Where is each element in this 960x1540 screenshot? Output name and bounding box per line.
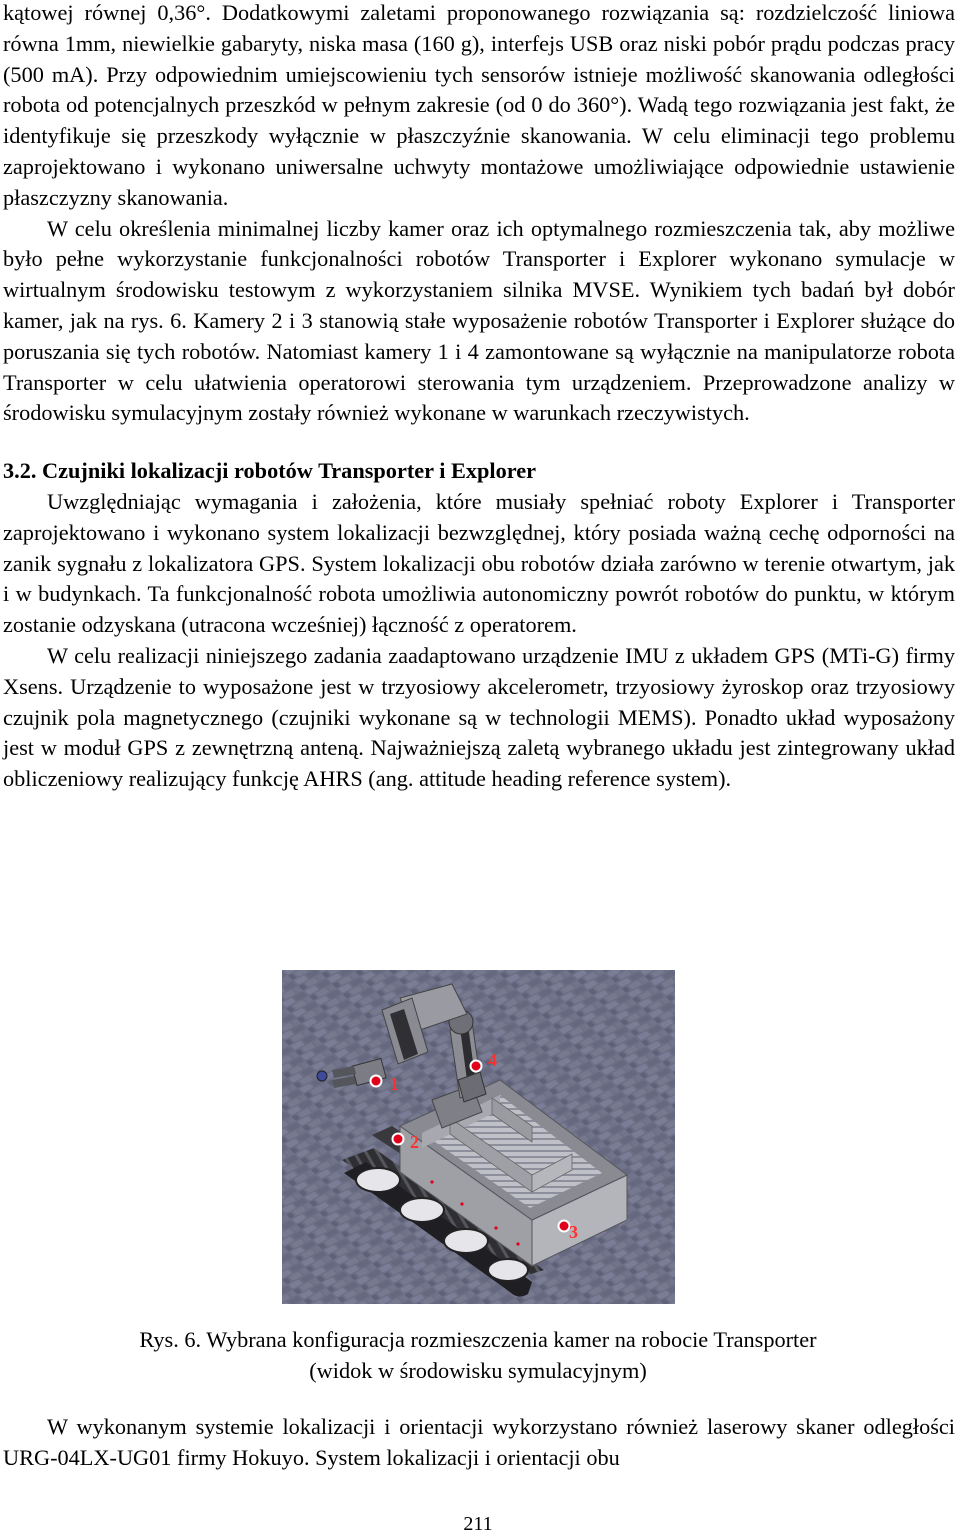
caption-line-1: Rys. 6. Wybrana konfiguracja rozmieszczenia kamer na robocie Transporter [139, 1327, 817, 1352]
figure-caption [0, 1325, 956, 1387]
camera-marker-4 [471, 1061, 482, 1072]
page-body [3, 0, 955, 795]
paragraph-laser-scanner: kątowej równej 0,36°. Dodatkowymi zaletami proponowanego rozwiązania są: rozdzielczość liniowa równa 1mm, niewielkie gabaryty, niska masa (160 g), interfejs USB oraz niski pobór prądu podczas pracy (500 mA). Przy odpowiednim umiejscowieniu tych sensorów istnieje możliwość skanowania odległości robota od potencjalnych przeszkód w pełnym zakresie (od 0 do 360°). Wadą tego rozwiązania jest fakt, że identyfikuje się przeszkody wyłącznie w płaszczyźnie skanowania. W celu eliminacji tego problemu zaprojektowano i wykonano uniwersalne uchwyty montażowe umożliwiające odpowiednie ustawienie płaszczyzny skanowania. [3, 0, 955, 210]
camera-label-4: 4 [488, 1050, 497, 1070]
camera-label-3: 3 [569, 1222, 578, 1242]
camera-marker-1 [371, 1076, 382, 1087]
paragraph-hokuyo: W wykonanym systemie lokalizacji i orientacji wykorzystano również laserowy skaner odległości URG-04LX-UG01 firmy Hokuyo. System lokalizacji i orientacji obu [3, 1414, 955, 1470]
camera-marker-3 [559, 1221, 570, 1232]
section-heading: 3.2. Czujniki lokalizacji robotów Transporter i Explorer [3, 458, 537, 484]
paragraph-imu: W celu realizacji niniejszego zadania zaadaptowano urządzenie IMU z układem GPS (MTi-G) firmy Xsens. Urządzenie to wyposażone jest w trzyosiowy akcelerometr, trzyosiowy żyroskop oraz trzyosiowy czujnik pola magnetycznego (czujniki wykonane są w technologii MEMS). Ponadto układ wyposażony jest w moduł GPS z zewnętrzną anteną. Najważniejszą zaletą wybranego układu jest zintegrowany układ obliczeniowy realizujący funkcję AHRS (ang. attitude heading reference system). [3, 642, 955, 792]
caption-line-2: (widok w środowisku symulacyjnym) [309, 1357, 647, 1383]
robot-simulation-figure [282, 970, 675, 1304]
camera-marker-2 [393, 1134, 404, 1145]
robot-illustration [282, 970, 675, 1304]
page-number: 211 [463, 1513, 493, 1535]
paragraph-localization-system: Uwzględniając wymagania i założenia, które musiały spełniać roboty Explorer i Transporter zaprojektowano i wykonano system lokalizacji bezwzględnej, który posiada ważną cechę odporności na zanik sygnału z lokalizatora GPS. System lokalizacji obu robotów działa zarówno w terenie otwartym, jak i w budynkach. Ta funkcjonalność robota umożliwia autonomiczny powrót robotów do punktu, w którym zostanie odzyskana (utracona wcześniej) łączność z operatorem. [3, 488, 955, 638]
camera-label-1: 1 [390, 1074, 399, 1094]
page-body-continued [3, 1412, 955, 1474]
paragraph-cameras: W celu określenia minimalnej liczby kamer oraz ich optymalnego rozmieszczenia tak, aby możliwe było pełne wykorzystanie funkcjonalności robotów Transporter i Explorer wykonano symulacje w wirtualnym środowisku testowym z wykorzystaniem silnika MVSE. Wynikiem tych badań był dobór kamer, jak na rys. 6. Kamery 2 i 3 stanowią stałe wyposażenie robotów Transporter i Explorer służące do poruszania się tych robotów. Natomiast kamery 1 i 4 zamontowane są wyłącznie na manipulatorze robota Transporter w celu ułatwienia operatorowi sterowania tym urządzeniem. Przeprowadzone analizy w środowisku symulacyjnym zostały również wykonane w warunkach rzeczywistych. [3, 215, 955, 426]
camera-label-2: 2 [410, 1132, 419, 1152]
